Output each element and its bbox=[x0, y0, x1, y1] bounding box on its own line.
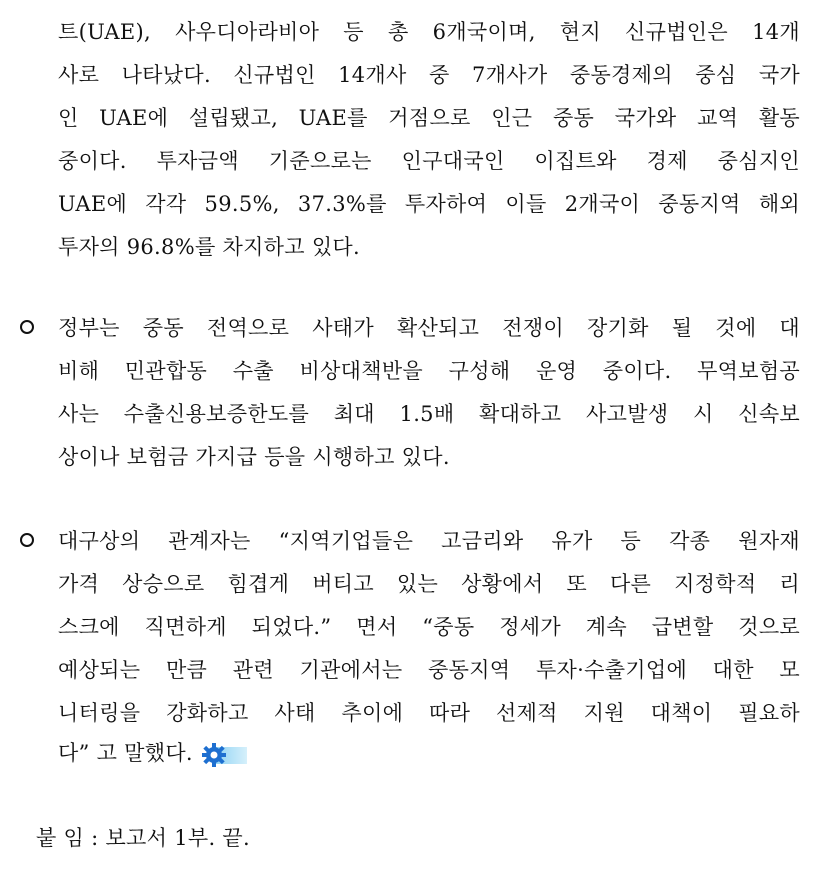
circle-bullet-icon bbox=[20, 533, 34, 547]
text-line: 예상되는 만큼 관련 기관에서는 중동지역 투자·수출기업에 대한 모 bbox=[58, 658, 800, 682]
text-line: 스크에 직면하게 되었다.” 면서 “중동 정세가 계속 급변할 것으로 bbox=[58, 615, 800, 639]
circle-bullet-icon bbox=[20, 320, 34, 334]
text-line: 다” 고 말했다. bbox=[58, 741, 193, 765]
text-line: 중이다. 투자금액 기준으로는 인구대국인 이집트와 경제 중심지인 bbox=[58, 149, 800, 173]
text-line: 대구상의 관계자는 “지역기업들은 고금리와 유가 등 각종 원자재 bbox=[58, 529, 800, 553]
text-line: 비해 민관합동 수출 비상대책반을 구성해 운영 중이다. 무역보험공 bbox=[58, 359, 800, 383]
text-line: 트(UAE), 사우디아라비아 등 총 6개국이며, 현지 신규법인은 14개 bbox=[58, 20, 800, 44]
text-line: 사로 나타났다. 신규법인 14개사 중 7개사가 중동경제의 중심 국가 bbox=[58, 63, 800, 87]
text-line: 사는 수출신용보증한도를 최대 1.5배 확대하고 사고발생 시 신속보 bbox=[58, 402, 800, 426]
text-line: UAE에 각각 59.5%, 37.3%를 투자하여 이들 2개국이 중동지역 해외 bbox=[58, 192, 800, 216]
attachment-note: 붙 임 : 보고서 1부. 끝. bbox=[36, 826, 250, 850]
text-line: 가격 상승으로 힘겹게 버티고 있는 상황에서 또 다른 지정학적 리 bbox=[58, 572, 800, 596]
text-line-final bbox=[58, 738, 800, 768]
text-line: 상이나 보험금 가지급 등을 시행하고 있다. bbox=[58, 445, 450, 469]
text-line: 투자의 96.8%를 차지하고 있다. bbox=[58, 235, 360, 259]
text-line: 인 UAE에 설립됐고, UAE를 거점으로 인근 중동 국가와 교역 활동 bbox=[58, 106, 800, 130]
text-line: 정부는 중동 전역으로 사태가 확산되고 전쟁이 장기화 될 것에 대 bbox=[58, 316, 800, 340]
gear-end-mark-icon bbox=[201, 742, 249, 768]
text-line: 니터링을 강화하고 사태 추이에 따라 선제적 지원 대책이 필요하 bbox=[58, 701, 800, 725]
